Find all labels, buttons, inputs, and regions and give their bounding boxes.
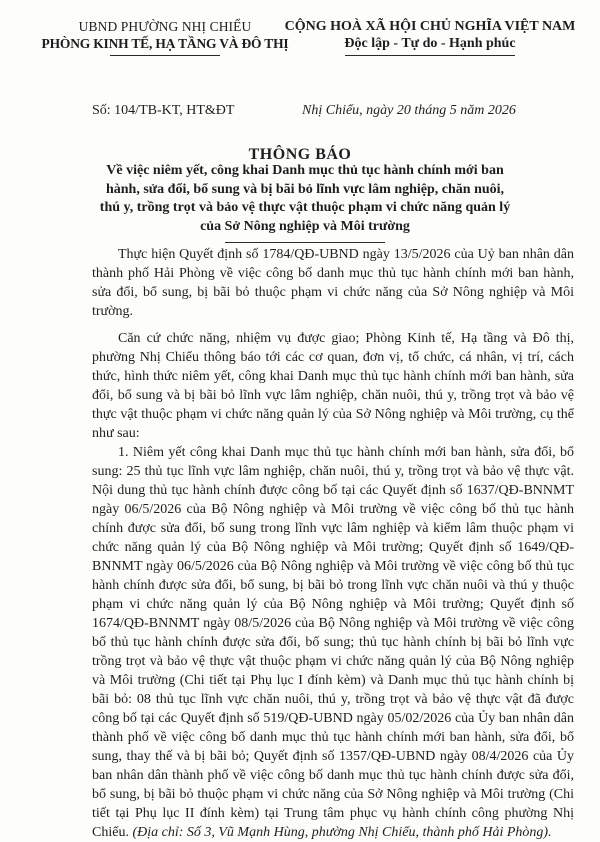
agency-name: PHÒNG KINH TẾ, HẠ TẦNG VÀ ĐÔ THỊ [41, 36, 289, 51]
document-subject: Về việc niêm yết, công khai Danh mục thủ tục hành chính mới ban hành, sửa đổi, bổ sung và bị bãi bỏ lĩnh vực lâm nghiệp, chăn nuôi, thú y, trồng trọt và bảo vệ thực vật thuộc phạm vi chức năng quản lý của Sở Nông nghiệp và Môi trường [99, 163, 511, 234]
document-subject-block [96, 162, 514, 243]
subject-underline [225, 242, 385, 243]
national-heading-block [270, 18, 590, 56]
document-date: Nhị Chiểu, ngày 20 tháng 5 năm 2026 [302, 103, 516, 118]
issuing-agency-block [40, 18, 290, 56]
paragraph-announcement: Căn cứ chức năng, nhiệm vụ được giao; Phòng Kinh tế, Hạ tầng và Đô thị, phường Nhị Chiểu thông báo tới các cơ quan, đơn vị, tổ chức, cá nhân, vị trí, cách thức, hình thức niêm yết, công khai Danh mục thủ tục hành chính mới ban hành, sửa đổi, bổ sung và bị bãi bỏ lĩnh vực lâm nghiệp, chăn nuôi, thú y, trồng trọt và bảo vệ thực vật thuộc phạm vi chức năng quản lý của Sở Nông nghiệp và Môi trường, cụ thể như sau: [92, 331, 574, 441]
national-motto: Độc lập - Tự do - Hạnh phúc [344, 36, 516, 51]
document-title: THÔNG BÁO [248, 146, 352, 163]
document-body [92, 245, 574, 842]
item-1-text: 1. Niêm yết công khai Danh mục thủ tục hành chính mới ban hành, sửa đổi, bổ sung: 25 thủ tục lĩnh vực lâm nghiệp, chăn nuôi, thú y, trồng trọt và bảo vệ thực vật. Nội dung thủ tục hành chính được công bố tại các Quyết định số 1637/QĐ-BNNMT ngày 06/5/2026 của Bộ Nông nghiệp và Môi trường về việc công bố thủ tục hành chính được sửa đổi, bổ sung trong lĩnh vực lâm nghiệp và kiểm lâm thuộc phạm vi chức năng quản lý của Bộ Nông nghiệp và Môi trường; Quyết định số 1649/QĐ-BNNMT ngày 06/5/2026 của Bộ Nông nghiệp và Môi trường về việc công bố thủ tục hành chính được sửa đổi, bổ sung, bị bãi bỏ trong lĩnh vực chăn nuôi và thú y thuộc phạm vi chức năng quản lý của Bộ Nông nghiệp và Môi trường; Quyết định số 1674/QĐ-BNNMT ngày 08/5/2026 của Bộ Nông nghiệp và Môi trường về việc công bố thủ tục hành chính được sửa đổi, bổ sung; thủ tục hành chính bị bãi bỏ lĩnh vực trồng trọt và bảo vệ thực vật thuộc phạm vi chức năng quản lý của Bộ Nông nghiệp và Môi trường (Chi tiết tại Phụ lục I đính kèm) và Danh mục thủ tục hành chính bị bãi bỏ: 08 thủ tục lĩnh vực chăn nuôi, thú y, trồng trọt và bảo vệ thực vật đã được công bố tại các Quyết định số 519/QĐ-UBND ngày 05/02/2026 của Ủy ban nhân dân thành phố về việc công bố danh mục thủ tục hành chính mới ban hành, sửa đổi, bổ sung, thay thế và bị bãi bỏ; Quyết định số 1357/QĐ-UBND ngày 08/4/2026 của Ủy ban nhân dân thành phố về việc công bố danh mục thủ tục hành chính được sửa đổi, bổ sung, bị bãi bỏ thuộc phạm vi chức năng của Sở Nông nghiệp và Môi trường (Chi tiết tại Phụ lục II đính kèm) tại Trung tâm phục vụ hành chính công phường Nhị Chiểu. [92, 445, 574, 840]
item-1-address: (Địa chỉ: Số 3, Vũ Mạnh Hùng, phường Nhị Chiểu, thành phố Hải Phòng). [132, 825, 552, 840]
document-number: Số: 104/TB-KT, HT&ĐT [92, 103, 235, 118]
motto-underline [345, 55, 515, 56]
paragraph-legal-basis: Thực hiện Quyết định số 1784/QĐ-UBND ngày 13/5/2026 của Uỷ ban nhân dân thành phố Hải Phòng về việc công bố danh mục thủ tục hành chính mới ban hành, sửa đổi, bổ sung, bị bãi bỏ thuộc phạm vi chức năng của Sở Nông nghiệp và Môi trường. [92, 247, 574, 319]
agency-parent-name: UBND PHƯỜNG NHỊ CHIỂU [78, 19, 252, 34]
national-name: CỘNG HOÀ XÃ HỘI CHỦ NGHĨA VIỆT NAM [284, 19, 576, 34]
paragraph-item-1 [92, 443, 574, 842]
agency-underline [110, 55, 220, 56]
